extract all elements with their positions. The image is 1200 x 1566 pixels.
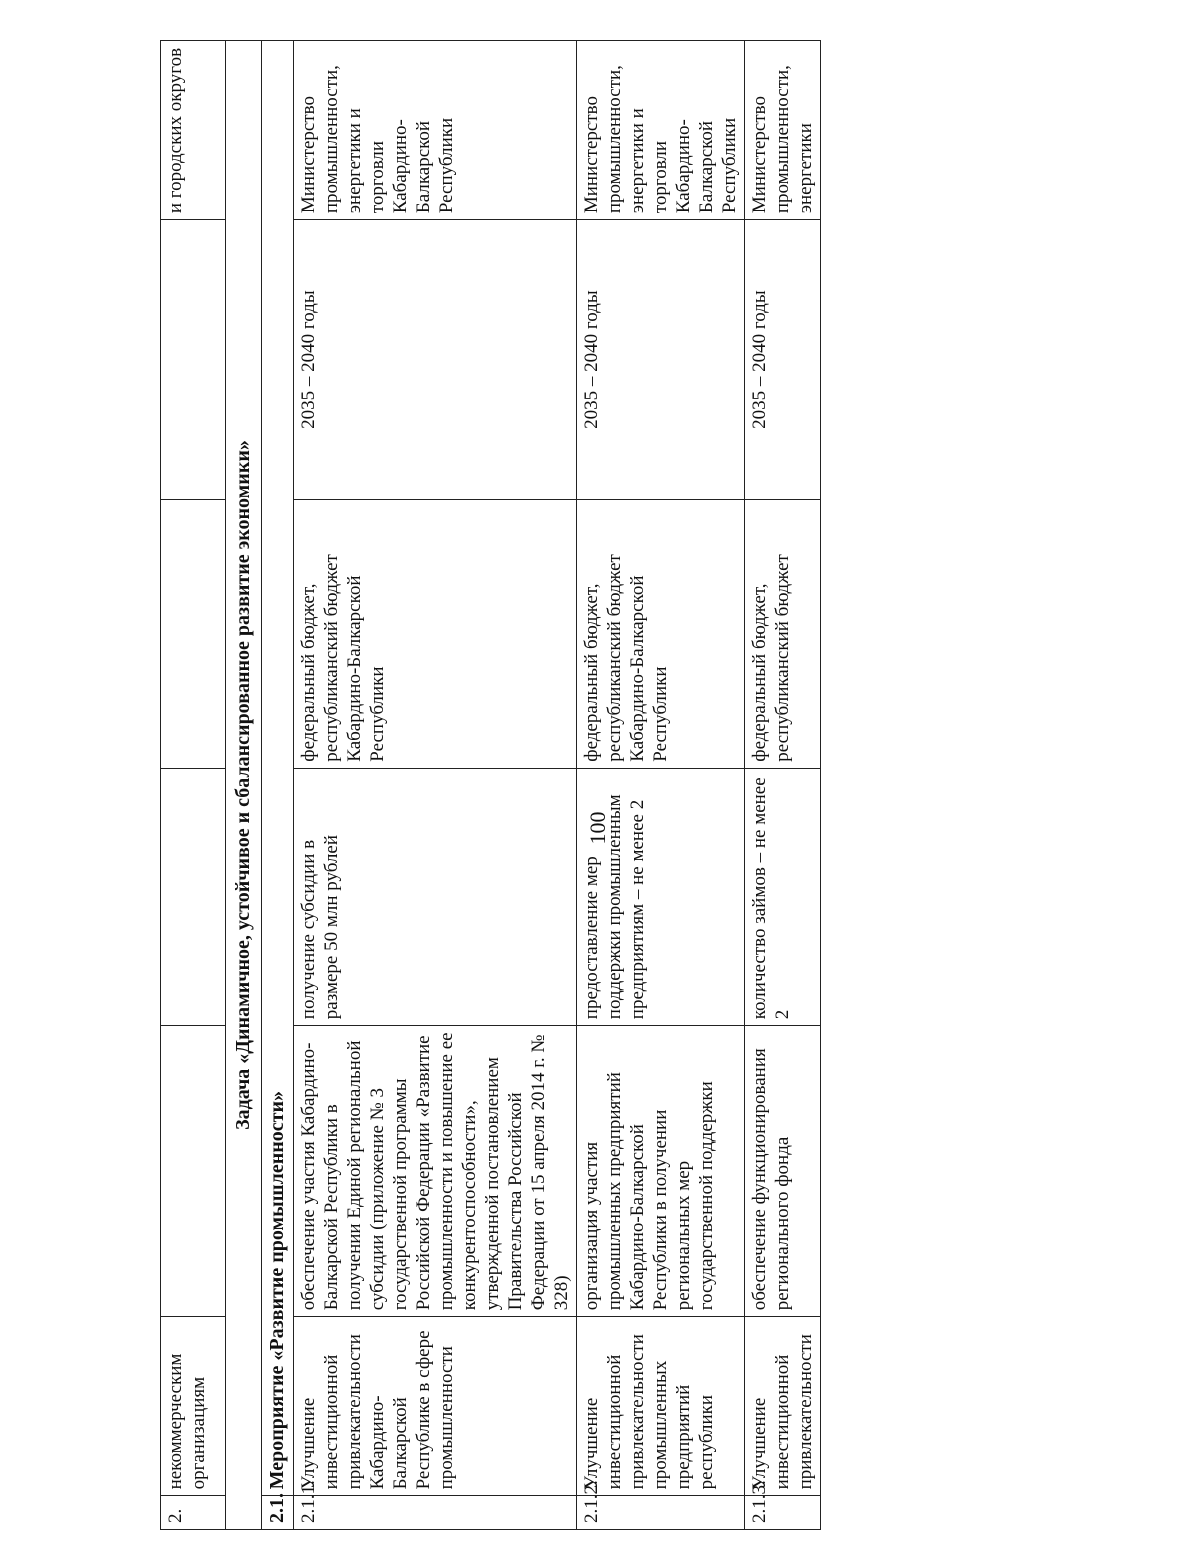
cell-districts: и городских округов bbox=[161, 41, 226, 220]
row-executor: Министерство промышленности, энергетики и торговли Кабардино-Балкарской Республики bbox=[294, 41, 577, 220]
row-period: 2035 – 2040 годы bbox=[294, 220, 577, 500]
row-number: 2.1.2. bbox=[577, 1496, 745, 1530]
row-description: обеспечение участия Кабардино-Балкарской Республики в получении Единой региональной субсидии (приложение № 3 государственной программы Российской Федерации «Развитие промышленности и повышение ее конкурентоспособности», утвержденной постановлением Правительства Российской Федерации от 15 апреля 2014 г. № 328) bbox=[294, 1026, 577, 1317]
cell-organizations: некоммерческим организациям bbox=[161, 1317, 226, 1496]
event-number: 2.1. bbox=[262, 1496, 294, 1530]
empty-cell bbox=[161, 500, 226, 769]
table-row bbox=[294, 41, 577, 1530]
table-row bbox=[745, 41, 821, 1530]
row-source: федеральный бюджет, республиканский бюджет Кабардино-Балкарской Республики bbox=[577, 500, 745, 769]
row-number: 2. bbox=[161, 1496, 226, 1530]
row-indicator: предоставление мер поддержки промышленным предприятиям – не менее 2 bbox=[577, 768, 745, 1025]
row-source: федеральный бюджет, республиканский бюджет Кабардино-Балкарской Республики bbox=[294, 500, 577, 769]
task-row bbox=[226, 41, 262, 1530]
row-period: 2035 – 2040 годы bbox=[577, 220, 745, 500]
row-indicator: получение субсидии в размере 50 млн рублей bbox=[294, 768, 577, 1025]
task-title: Задача «Динамичное, устойчивое и сбалансированное развитие экономики» bbox=[226, 41, 262, 1530]
page-number: 100 bbox=[585, 811, 610, 845]
empty-cell bbox=[161, 768, 226, 1025]
row-period: 2035 – 2040 годы bbox=[745, 220, 821, 500]
row-number: 2.1.3. bbox=[745, 1496, 821, 1530]
empty-cell bbox=[161, 220, 226, 500]
row-source: федеральный бюджет, республиканский бюджет bbox=[745, 500, 821, 769]
row-executor: Министерство промышленности, энергетики и торговли Кабардино-Балкарской Республики bbox=[577, 41, 745, 220]
plan-table bbox=[160, 40, 821, 1530]
event-title: Мероприятие «Развитие промышленности» bbox=[262, 41, 294, 1496]
row-name: Улучшение инвестиционной привлекательности промышленных предприятий республики bbox=[577, 1317, 745, 1496]
table-row bbox=[577, 41, 745, 1530]
empty-cell bbox=[161, 1026, 226, 1317]
row-indicator: количество займов – не менее 2 bbox=[745, 768, 821, 1025]
row-number: 2.1.1. bbox=[294, 1496, 577, 1530]
row-description: обеспечение функционирования регионального фонда bbox=[745, 1026, 821, 1317]
event-row bbox=[262, 41, 294, 1530]
continuation-row bbox=[161, 41, 226, 1530]
row-name: Улучшение инвестиционной привлекательности Кабардино-Балкарской Республике в сфере промышленности bbox=[294, 1317, 577, 1496]
row-description: организация участия промышленных предприятий Кабардино-Балкарской Республики в получении региональных мер государственной поддержки bbox=[577, 1026, 745, 1317]
rotated-table-page bbox=[160, 40, 1020, 1530]
row-name: Улучшение инвестиционной привлекательности bbox=[745, 1317, 821, 1496]
row-executor: Министерство промышленности, энергетики bbox=[745, 41, 821, 220]
